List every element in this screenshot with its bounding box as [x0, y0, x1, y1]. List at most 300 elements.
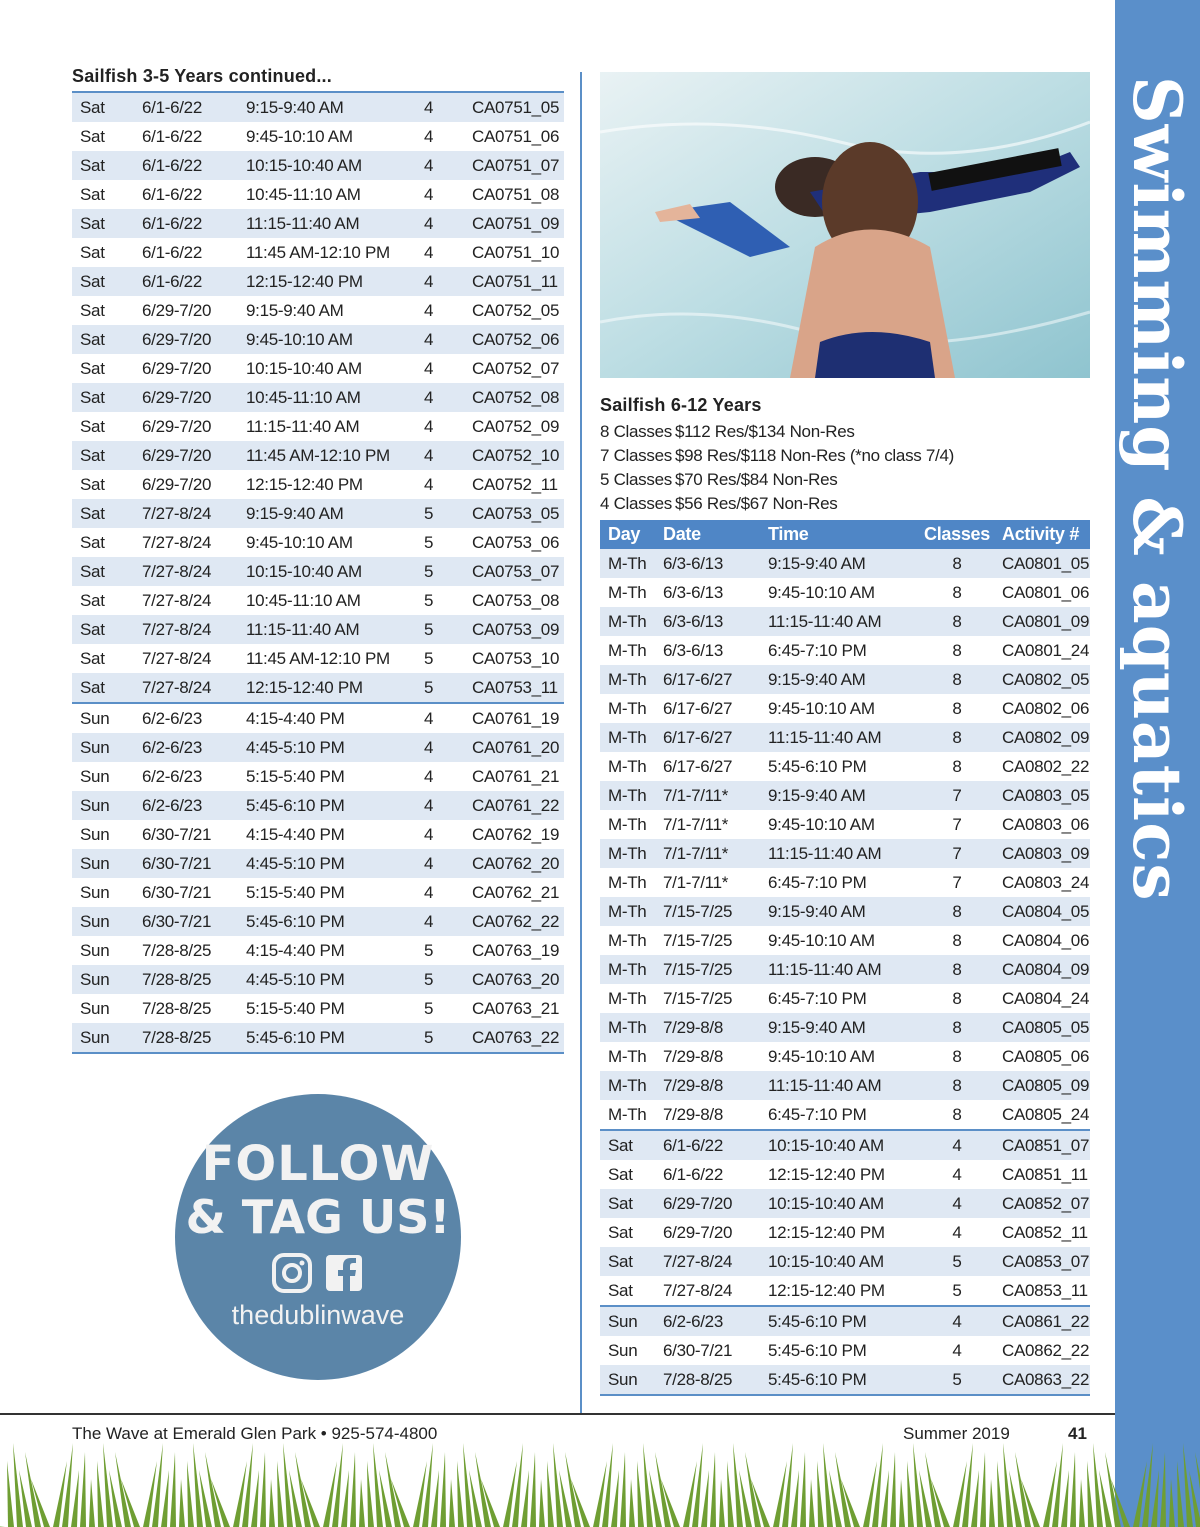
- cell-date: 7/28-8/25: [663, 1365, 768, 1395]
- table-row: [600, 839, 1090, 868]
- cell-date: 7/27-8/24: [663, 1247, 768, 1276]
- cell-classes: 4: [918, 1218, 996, 1247]
- cell-time: 5:15-5:40 PM: [246, 762, 424, 791]
- cell-date: 7/1-7/11*: [663, 839, 768, 868]
- cell-date: 6/1-6/22: [142, 151, 246, 180]
- cell-day: Sun: [72, 762, 142, 791]
- price-value: $70 Res/$84 Non-Res: [675, 470, 838, 489]
- cell-time: 10:15-10:40 AM: [768, 1247, 918, 1276]
- cell-date: 7/1-7/11*: [663, 868, 768, 897]
- cell-time: 5:45-6:10 PM: [768, 1365, 918, 1395]
- table-row: [600, 1042, 1090, 1071]
- cell-classes: 4: [424, 238, 472, 267]
- cell-classes: 8: [918, 694, 996, 723]
- cell-time: 10:15-10:40 AM: [246, 557, 424, 586]
- table-row: [600, 868, 1090, 897]
- cell-time: 9:45-10:10 AM: [246, 325, 424, 354]
- cell-time: 11:45 AM-12:10 PM: [246, 644, 424, 673]
- cell-date: 6/17-6/27: [663, 723, 768, 752]
- cell-date: 6/1-6/22: [142, 209, 246, 238]
- cell-day: Sun: [72, 703, 142, 733]
- table-row: [600, 1071, 1090, 1100]
- price-line: [600, 468, 1090, 492]
- cell-day: Sat: [72, 180, 142, 209]
- table-row: [600, 781, 1090, 810]
- table-row: [600, 1100, 1090, 1130]
- cell-day: M-Th: [600, 723, 663, 752]
- cell-day: Sat: [600, 1276, 663, 1306]
- cell-time: 12:15-12:40 PM: [246, 470, 424, 499]
- cell-classes: 4: [424, 180, 472, 209]
- price-line: [600, 444, 1090, 468]
- cell-time: 9:45-10:10 AM: [246, 528, 424, 557]
- cell-classes: 8: [918, 1071, 996, 1100]
- cell-classes: 4: [424, 267, 472, 296]
- cell-day: M-Th: [600, 868, 663, 897]
- table-row: [600, 1247, 1090, 1276]
- cell-activity: CA0802_05: [996, 665, 1090, 694]
- table-row: [600, 1365, 1090, 1395]
- cell-day: Sat: [72, 412, 142, 441]
- cell-date: 6/2-6/23: [142, 791, 246, 820]
- cell-day: M-Th: [600, 1100, 663, 1130]
- cell-day: Sun: [72, 994, 142, 1023]
- cell-activity: CA0763_20: [472, 965, 564, 994]
- cell-date: 6/29-7/20: [663, 1189, 768, 1218]
- cell-day: Sun: [600, 1365, 663, 1395]
- left-schedule: [72, 66, 564, 1054]
- cell-time: 12:15-12:40 PM: [768, 1276, 918, 1306]
- cell-date: 7/27-8/24: [142, 557, 246, 586]
- cell-day: Sat: [72, 499, 142, 528]
- cell-activity: CA0751_10: [472, 238, 564, 267]
- table-row: [72, 936, 564, 965]
- cell-time: 11:15-11:40 AM: [246, 209, 424, 238]
- cell-date: 6/29-7/20: [663, 1218, 768, 1247]
- cell-activity: CA0752_06: [472, 325, 564, 354]
- table-row: [72, 878, 564, 907]
- footer-rule: [0, 1413, 1115, 1415]
- table-row: [72, 470, 564, 499]
- cell-time: 9:45-10:10 AM: [768, 810, 918, 839]
- cell-classes: 4: [918, 1336, 996, 1365]
- cell-day: M-Th: [600, 752, 663, 781]
- cell-activity: CA0751_05: [472, 92, 564, 122]
- cell-time: 12:15-12:40 PM: [246, 267, 424, 296]
- cell-time: 10:45-11:10 AM: [246, 586, 424, 615]
- instagram-icon[interactable]: [274, 1255, 310, 1291]
- social-icons: [270, 1252, 370, 1294]
- table-row: [600, 1218, 1090, 1247]
- cell-activity: CA0805_05: [996, 1013, 1090, 1042]
- table-row: [72, 267, 564, 296]
- cell-classes: 4: [424, 383, 472, 412]
- cell-classes: 4: [424, 703, 472, 733]
- cell-date: 7/27-8/24: [142, 528, 246, 557]
- cell-activity: CA0861_22: [996, 1306, 1090, 1336]
- table-row: [600, 1189, 1090, 1218]
- cell-classes: 8: [918, 1100, 996, 1130]
- cell-classes: 4: [424, 441, 472, 470]
- social-handle: thedublinwave: [231, 1300, 405, 1330]
- table-row: [72, 296, 564, 325]
- price-value: $56 Res/$67 Non-Res: [675, 494, 838, 513]
- cell-activity: CA0853_07: [996, 1247, 1090, 1276]
- cell-time: 11:15-11:40 AM: [768, 723, 918, 752]
- cell-activity: CA0802_06: [996, 694, 1090, 723]
- cell-activity: CA0762_22: [472, 907, 564, 936]
- cell-day: M-Th: [600, 607, 663, 636]
- cell-classes: 5: [424, 644, 472, 673]
- table-row: [600, 1160, 1090, 1189]
- cell-time: 12:15-12:40 PM: [768, 1160, 918, 1189]
- cell-time: 11:15-11:40 AM: [246, 412, 424, 441]
- cell-classes: 5: [424, 586, 472, 615]
- social-badge: [175, 1094, 461, 1380]
- cell-date: 7/28-8/25: [142, 965, 246, 994]
- cell-activity: CA0752_09: [472, 412, 564, 441]
- table-row: [72, 209, 564, 238]
- cell-day: M-Th: [600, 578, 663, 607]
- cell-time: 9:45-10:10 AM: [768, 926, 918, 955]
- cell-date: 7/27-8/24: [142, 644, 246, 673]
- cell-time: 9:15-9:40 AM: [246, 92, 424, 122]
- cell-classes: 7: [918, 839, 996, 868]
- table-row: [72, 791, 564, 820]
- cell-time: 12:15-12:40 PM: [246, 673, 424, 703]
- cell-date: 7/27-8/24: [142, 586, 246, 615]
- cell-activity: CA0762_19: [472, 820, 564, 849]
- cell-time: 9:15-9:40 AM: [246, 499, 424, 528]
- cell-classes: 4: [424, 791, 472, 820]
- cell-date: 6/29-7/20: [142, 383, 246, 412]
- price-line: [600, 492, 1090, 516]
- cell-activity: CA0753_10: [472, 644, 564, 673]
- cell-day: Sat: [600, 1247, 663, 1276]
- cell-date: 7/29-8/8: [663, 1100, 768, 1130]
- table-row: [600, 723, 1090, 752]
- column-header: Day: [600, 520, 663, 549]
- table-row: [72, 557, 564, 586]
- cell-day: Sat: [600, 1218, 663, 1247]
- price-label: 4 Classes: [600, 494, 672, 513]
- cell-classes: 4: [424, 412, 472, 441]
- table-row: [600, 955, 1090, 984]
- table-row: [72, 965, 564, 994]
- cell-classes: 4: [424, 325, 472, 354]
- cell-classes: 8: [918, 955, 996, 984]
- cell-date: 6/3-6/13: [663, 578, 768, 607]
- facebook-icon[interactable]: [326, 1255, 362, 1291]
- cell-day: Sat: [72, 673, 142, 703]
- footer-season: Summer 2019: [903, 1424, 1010, 1443]
- cell-classes: 5: [918, 1365, 996, 1395]
- badge-line-1: FOLLOW: [201, 1136, 435, 1192]
- cell-date: 6/1-6/22: [663, 1130, 768, 1160]
- cell-activity: CA0801_05: [996, 549, 1090, 578]
- cell-date: 6/2-6/23: [663, 1306, 768, 1336]
- table-row: [72, 325, 564, 354]
- cell-time: 6:45-7:10 PM: [768, 1100, 918, 1130]
- cell-day: Sat: [72, 615, 142, 644]
- cell-day: Sat: [72, 296, 142, 325]
- cell-time: 10:15-10:40 AM: [246, 151, 424, 180]
- cell-classes: 8: [918, 549, 996, 578]
- cell-day: M-Th: [600, 926, 663, 955]
- table-row: [72, 92, 564, 122]
- cell-activity: CA0751_08: [472, 180, 564, 209]
- cell-time: 12:15-12:40 PM: [768, 1218, 918, 1247]
- cell-date: 7/1-7/11*: [663, 810, 768, 839]
- table-row: [72, 644, 564, 673]
- table-row: [600, 1336, 1090, 1365]
- table-row: [600, 752, 1090, 781]
- cell-time: 5:15-5:40 PM: [246, 994, 424, 1023]
- table-row: [72, 820, 564, 849]
- cell-day: M-Th: [600, 984, 663, 1013]
- cell-time: 5:45-6:10 PM: [246, 907, 424, 936]
- cell-day: Sat: [600, 1130, 663, 1160]
- cell-activity: CA0762_21: [472, 878, 564, 907]
- cell-date: 7/29-8/8: [663, 1042, 768, 1071]
- cell-classes: 8: [918, 578, 996, 607]
- price-label: 8 Classes: [600, 422, 672, 441]
- table-row: [72, 733, 564, 762]
- table-row: [72, 703, 564, 733]
- cell-classes: 4: [424, 820, 472, 849]
- cell-date: 6/2-6/23: [142, 762, 246, 791]
- cell-classes: 8: [918, 636, 996, 665]
- cell-classes: 4: [424, 122, 472, 151]
- cell-activity: CA0852_11: [996, 1218, 1090, 1247]
- table-row: [600, 897, 1090, 926]
- cell-time: 10:45-11:10 AM: [246, 180, 424, 209]
- cell-activity: CA0802_09: [996, 723, 1090, 752]
- cell-time: 9:45-10:10 AM: [768, 1042, 918, 1071]
- column-header: Date: [663, 520, 768, 549]
- cell-time: 10:15-10:40 AM: [768, 1189, 918, 1218]
- cell-day: Sat: [72, 238, 142, 267]
- cell-date: 7/15-7/25: [663, 897, 768, 926]
- cell-activity: CA0753_11: [472, 673, 564, 703]
- cell-date: 6/2-6/23: [142, 703, 246, 733]
- cell-activity: CA0761_21: [472, 762, 564, 791]
- cell-activity: CA0752_10: [472, 441, 564, 470]
- table-row: [72, 586, 564, 615]
- table-row: [600, 607, 1090, 636]
- cell-date: 7/28-8/25: [142, 936, 246, 965]
- table-row: [600, 1306, 1090, 1336]
- cell-date: 6/1-6/22: [142, 238, 246, 267]
- cell-time: 9:45-10:10 AM: [768, 578, 918, 607]
- cell-date: 6/3-6/13: [663, 636, 768, 665]
- cell-classes: 8: [918, 897, 996, 926]
- cell-day: Sun: [72, 1023, 142, 1053]
- cell-classes: 8: [918, 926, 996, 955]
- cell-activity: CA0803_05: [996, 781, 1090, 810]
- cell-day: Sun: [72, 965, 142, 994]
- cell-classes: 8: [918, 984, 996, 1013]
- cell-date: 7/28-8/25: [142, 1023, 246, 1053]
- table-row: [72, 615, 564, 644]
- table-row: [72, 151, 564, 180]
- cell-day: M-Th: [600, 549, 663, 578]
- cell-classes: 8: [918, 607, 996, 636]
- cell-day: M-Th: [600, 1013, 663, 1042]
- table-row: [600, 665, 1090, 694]
- swim-lesson-photo: [600, 72, 1090, 378]
- cell-activity: CA0753_09: [472, 615, 564, 644]
- cell-date: 6/30-7/21: [142, 820, 246, 849]
- cell-date: 6/17-6/27: [663, 752, 768, 781]
- cell-day: M-Th: [600, 636, 663, 665]
- cell-date: 6/1-6/22: [142, 267, 246, 296]
- cell-day: M-Th: [600, 839, 663, 868]
- cell-day: Sat: [72, 644, 142, 673]
- cell-time: 4:45-5:10 PM: [246, 733, 424, 762]
- cell-classes: 5: [424, 1023, 472, 1053]
- cell-date: 7/27-8/24: [142, 499, 246, 528]
- cell-time: 11:45 AM-12:10 PM: [246, 441, 424, 470]
- cell-time: 4:15-4:40 PM: [246, 936, 424, 965]
- cell-time: 6:45-7:10 PM: [768, 636, 918, 665]
- cell-time: 4:45-5:10 PM: [246, 849, 424, 878]
- table-row: [72, 673, 564, 703]
- cell-day: Sun: [72, 849, 142, 878]
- cell-date: 7/1-7/11*: [663, 781, 768, 810]
- table-row: [600, 1013, 1090, 1042]
- table-row: [72, 849, 564, 878]
- cell-activity: CA0803_24: [996, 868, 1090, 897]
- cell-activity: CA0751_07: [472, 151, 564, 180]
- cell-date: 7/27-8/24: [142, 615, 246, 644]
- cell-activity: CA0751_09: [472, 209, 564, 238]
- cell-activity: CA0801_06: [996, 578, 1090, 607]
- cell-day: M-Th: [600, 694, 663, 723]
- cell-day: M-Th: [600, 1042, 663, 1071]
- table-row: [600, 1130, 1090, 1160]
- cell-classes: 4: [424, 733, 472, 762]
- cell-classes: 7: [918, 781, 996, 810]
- cell-time: 5:45-6:10 PM: [768, 1306, 918, 1336]
- cell-date: 7/15-7/25: [663, 955, 768, 984]
- cell-date: 7/15-7/25: [663, 926, 768, 955]
- cell-activity: CA0804_06: [996, 926, 1090, 955]
- cell-date: 7/15-7/25: [663, 984, 768, 1013]
- cell-activity: CA0805_24: [996, 1100, 1090, 1130]
- cell-classes: 4: [918, 1130, 996, 1160]
- cell-date: 6/17-6/27: [663, 694, 768, 723]
- cell-time: 9:45-10:10 AM: [768, 694, 918, 723]
- cell-date: 6/29-7/20: [142, 441, 246, 470]
- cell-activity: CA0752_08: [472, 383, 564, 412]
- cell-activity: CA0801_24: [996, 636, 1090, 665]
- cell-time: 11:15-11:40 AM: [768, 1071, 918, 1100]
- cell-date: 6/30-7/21: [663, 1336, 768, 1365]
- cell-time: 4:15-4:40 PM: [246, 820, 424, 849]
- cell-activity: CA0851_07: [996, 1130, 1090, 1160]
- cell-classes: 4: [424, 878, 472, 907]
- table-row: [72, 994, 564, 1023]
- cell-activity: CA0803_09: [996, 839, 1090, 868]
- cell-day: M-Th: [600, 665, 663, 694]
- cell-day: Sat: [72, 122, 142, 151]
- cell-time: 11:15-11:40 AM: [768, 607, 918, 636]
- table-row: [600, 810, 1090, 839]
- cell-date: 7/29-8/8: [663, 1013, 768, 1042]
- cell-activity: CA0761_22: [472, 791, 564, 820]
- cell-day: Sat: [72, 586, 142, 615]
- cell-classes: 4: [424, 907, 472, 936]
- cell-activity: CA0804_05: [996, 897, 1090, 926]
- table-row: [600, 694, 1090, 723]
- cell-day: M-Th: [600, 955, 663, 984]
- table-row: [72, 499, 564, 528]
- cell-day: Sat: [72, 557, 142, 586]
- grass-decoration: [0, 1440, 1200, 1527]
- cell-classes: 4: [424, 354, 472, 383]
- cell-time: 11:15-11:40 AM: [768, 955, 918, 984]
- cell-time: 6:45-7:10 PM: [768, 984, 918, 1013]
- cell-classes: 5: [424, 528, 472, 557]
- cell-classes: 4: [918, 1306, 996, 1336]
- table-row: [72, 412, 564, 441]
- cell-time: 9:15-9:40 AM: [768, 781, 918, 810]
- cell-classes: 8: [918, 665, 996, 694]
- cell-time: 6:45-7:10 PM: [768, 868, 918, 897]
- cell-day: M-Th: [600, 781, 663, 810]
- page-number: 41: [1068, 1424, 1087, 1443]
- cell-date: 6/3-6/13: [663, 549, 768, 578]
- cell-date: 6/30-7/21: [142, 878, 246, 907]
- cell-classes: 5: [424, 994, 472, 1023]
- cell-time: 5:45-6:10 PM: [768, 752, 918, 781]
- cell-classes: 5: [424, 557, 472, 586]
- cell-time: 11:15-11:40 AM: [246, 615, 424, 644]
- cell-time: 9:45-10:10 AM: [246, 122, 424, 151]
- cell-day: Sat: [72, 354, 142, 383]
- cell-time: 10:15-10:40 AM: [246, 354, 424, 383]
- cell-day: Sat: [72, 267, 142, 296]
- cell-time: 11:15-11:40 AM: [768, 839, 918, 868]
- cell-classes: 5: [918, 1276, 996, 1306]
- cell-day: Sat: [72, 209, 142, 238]
- cell-date: 7/29-8/8: [663, 1071, 768, 1100]
- price-label: 7 Classes: [600, 446, 672, 465]
- cell-date: 6/1-6/22: [142, 92, 246, 122]
- cell-activity: CA0804_24: [996, 984, 1090, 1013]
- right-schedule: [600, 395, 1090, 1396]
- table-row: [72, 907, 564, 936]
- cell-activity: CA0804_09: [996, 955, 1090, 984]
- cell-activity: CA0752_05: [472, 296, 564, 325]
- table-row: [72, 383, 564, 412]
- cell-classes: 5: [424, 673, 472, 703]
- cell-activity: CA0805_06: [996, 1042, 1090, 1071]
- badge-line-2: & TAG US!: [185, 1190, 451, 1244]
- cell-day: Sun: [72, 791, 142, 820]
- price-value: $98 Res/$118 Non-Res (*no class 7/4): [675, 446, 954, 465]
- column-header: Activity #: [996, 520, 1090, 549]
- cell-activity: CA0863_22: [996, 1365, 1090, 1395]
- price-label: 5 Classes: [600, 470, 672, 489]
- cell-date: 6/3-6/13: [663, 607, 768, 636]
- cell-time: 4:15-4:40 PM: [246, 703, 424, 733]
- cell-day: Sun: [72, 820, 142, 849]
- cell-day: M-Th: [600, 1071, 663, 1100]
- cell-time: 5:45-6:10 PM: [246, 1023, 424, 1053]
- table-row: [72, 122, 564, 151]
